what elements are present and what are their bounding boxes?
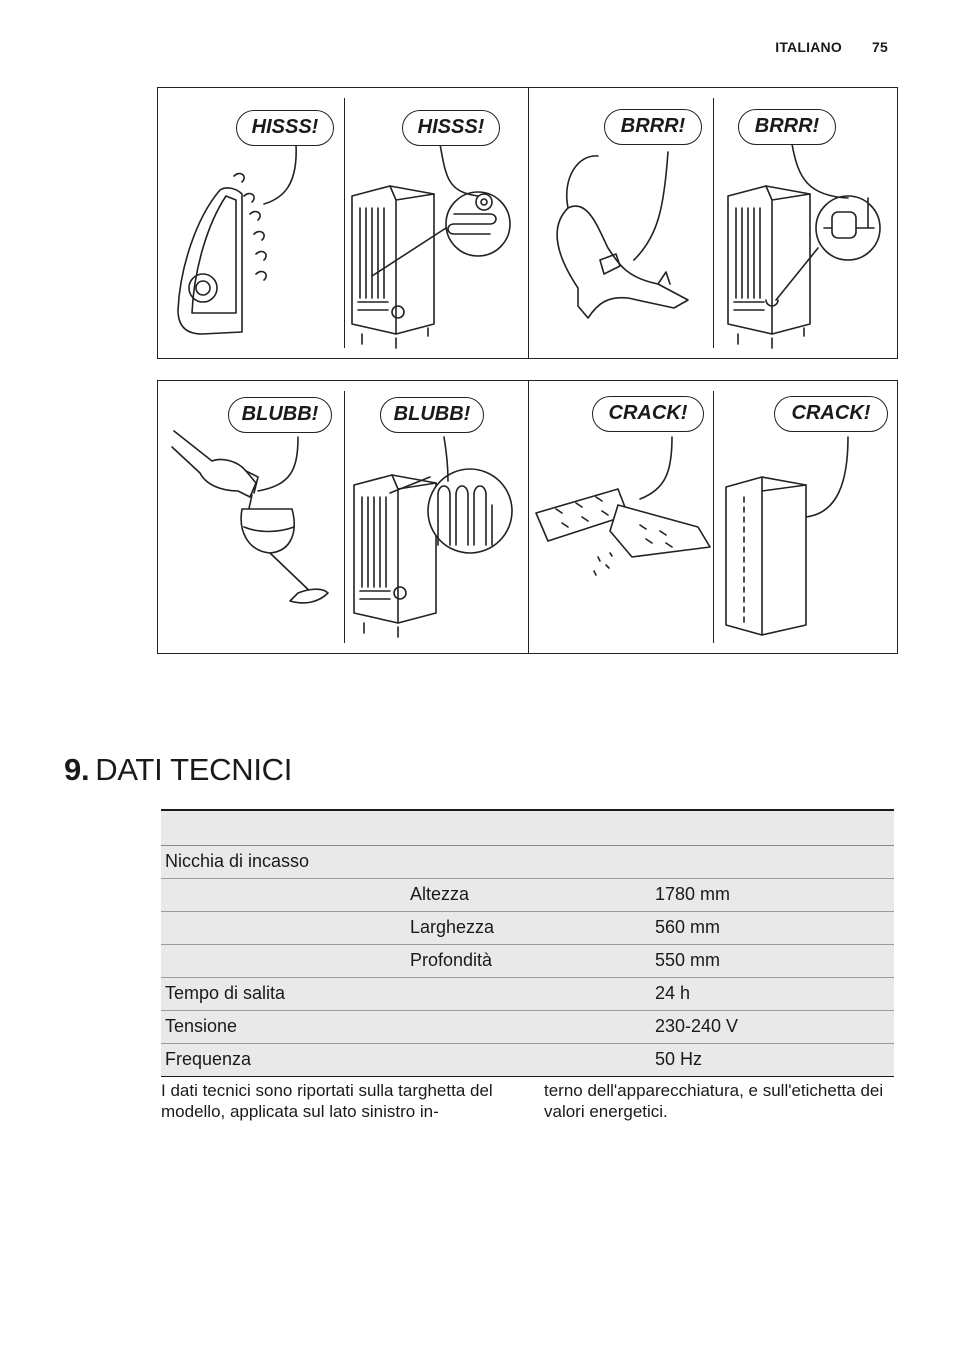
hisss-bubble-1: HISSS! <box>236 110 334 146</box>
table-cell-label: Tensione <box>161 1010 406 1043</box>
table-row <box>161 977 894 1010</box>
header-language: ITALIANO <box>775 39 842 55</box>
note-left-column: I dati tecnici sono riportati sulla targhetta del modello, applicata sul lato sinistro in- <box>161 1081 493 1121</box>
table-row <box>161 911 894 944</box>
blubb-bubble-1: BLUBB! <box>228 397 332 433</box>
page-number: 75 <box>872 39 888 55</box>
refrigerator-pipes-icon <box>354 437 512 637</box>
table-cell-label: Nicchia di incasso <box>161 845 406 878</box>
running-header <box>775 39 888 55</box>
table-row <box>161 1010 894 1043</box>
table-header-row <box>161 810 894 845</box>
noise-illustrations-row-2 <box>157 380 898 654</box>
table-cell-label <box>161 878 406 911</box>
noise-illustrations-row-1 <box>157 87 898 359</box>
section-heading <box>64 752 292 788</box>
technical-data-table <box>161 809 894 1077</box>
table-row <box>161 878 894 911</box>
table-cell-sub <box>406 845 651 878</box>
refrigerator-coil-icon <box>352 144 510 348</box>
table-cell-value <box>651 845 894 878</box>
note-right-column: terno dell'apparecchiatura, e sull'etichetta dei valori energetici. <box>544 1081 884 1121</box>
table-cell-label <box>161 944 406 977</box>
brrr-bubble-2: BRRR! <box>738 109 836 145</box>
hisss-bubble-2: HISSS! <box>402 110 500 146</box>
wine-bottle-glass-icon <box>172 431 328 603</box>
blubb-bubble-2: BLUBB! <box>380 397 484 433</box>
table-cell-sub: Profondità <box>406 944 651 977</box>
table-row <box>161 845 894 878</box>
brrr-bubble-1: BRRR! <box>604 109 702 145</box>
table-cell-sub <box>406 1043 651 1076</box>
table-row <box>161 944 894 977</box>
section-title: DATI TECNICI <box>95 752 293 787</box>
table-cell-label <box>161 911 406 944</box>
crack-bubble-1: CRACK! <box>592 396 704 432</box>
table-cell-sub: Altezza <box>406 878 651 911</box>
refrigerator-cabinet-icon <box>726 437 848 635</box>
crack-bubble-2: CRACK! <box>774 396 888 432</box>
stretching-cat-icon <box>557 152 688 318</box>
table-cell-value: 230-240 V <box>651 1010 894 1043</box>
steam-iron-icon <box>178 144 296 334</box>
table-cell-sub: Larghezza <box>406 911 651 944</box>
table-cell-label: Tempo di salita <box>161 977 406 1010</box>
table-cell-value: 560 mm <box>651 911 894 944</box>
table-cell-value: 1780 mm <box>651 878 894 911</box>
table-cell-sub <box>406 977 651 1010</box>
ice-tray-icon <box>536 437 710 575</box>
table-row <box>161 1043 894 1076</box>
table-cell-sub <box>406 1010 651 1043</box>
section-number: 9. <box>64 752 90 787</box>
table-cell-value: 50 Hz <box>651 1043 894 1076</box>
table-body <box>161 845 894 1076</box>
refrigerator-compressor-icon <box>728 144 880 348</box>
table-cell-value: 550 mm <box>651 944 894 977</box>
table-cell-label: Frequenza <box>161 1043 406 1076</box>
table-cell-value: 24 h <box>651 977 894 1010</box>
